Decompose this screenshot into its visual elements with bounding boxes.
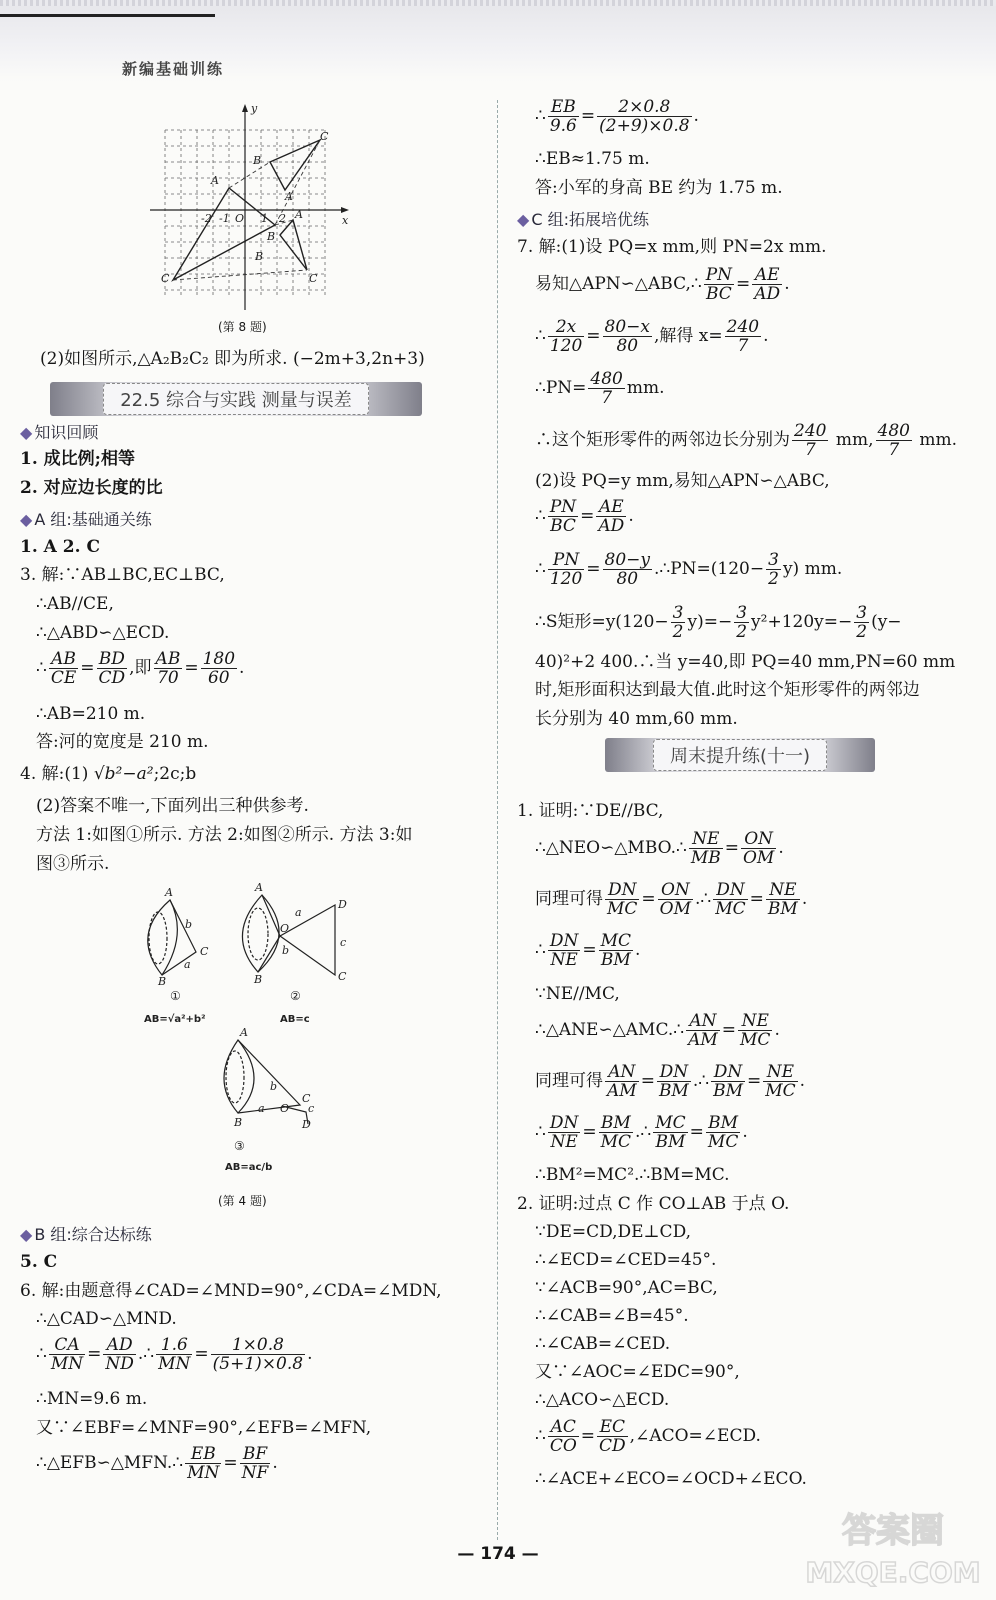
answer-line: 答:河的宽度是 210 m. bbox=[36, 732, 209, 752]
svg-text:答案圈: 答案圈 bbox=[842, 1511, 944, 1551]
graph-point-a1: A bbox=[285, 190, 293, 203]
page-number: — 174 — bbox=[457, 1544, 539, 1564]
column-divider bbox=[497, 100, 498, 1540]
graph-point-c2: C bbox=[161, 272, 170, 285]
answer-line: ∴∠ACE+∠ECO=∠OCD+∠ECO. bbox=[535, 1469, 807, 1489]
svg-text:O: O bbox=[280, 1102, 290, 1115]
svg-text:AB=ac/b: AB=ac/b bbox=[225, 1162, 273, 1173]
svg-text:C: C bbox=[338, 970, 347, 983]
fraction-line: 同理可得 $\frac{DN}{MC}$ = $\frac{ON}{OM}$ .∴ $\frac{DN}{MC}$ = $\frac{NE}{BM}$ . bbox=[535, 880, 808, 919]
watermark-logo bbox=[798, 1500, 988, 1590]
answer-line: ∴△ACO∽△ECD. bbox=[535, 1390, 670, 1410]
answer-line: ∴△ABD∽△ECD. bbox=[36, 623, 170, 643]
fraction-line: 同理可得 $\frac{AN}{AM}$ = $\frac{DN}{BM}$ .∴ $\frac{DN}{BM}$ = $\frac{NE}{MC}$ . bbox=[535, 1062, 806, 1101]
answer-line: 又∵∠AOC=∠EDC=90°, bbox=[535, 1362, 740, 1382]
svg-text:b: b bbox=[185, 918, 193, 931]
svg-text:c: c bbox=[340, 936, 347, 949]
fraction-line: ∴ $\frac{PN}{BC}$ = $\frac{AE}{AD}$ . bbox=[535, 497, 634, 536]
fraction-line: ∴S矩形=y(120− $\frac{3}{2}$ y)=− $\frac{3}{2}$ y²+120y=− $\frac{3}{2}$ (y− bbox=[535, 603, 902, 642]
svg-text:a: a bbox=[295, 906, 302, 919]
graph-point-c1: C bbox=[320, 130, 329, 143]
svg-text:D: D bbox=[338, 898, 347, 911]
section-group-b: ◆ B 组:综合达标练 bbox=[20, 1225, 152, 1244]
diamond-icon: ◆ bbox=[20, 423, 33, 442]
graph-tick-neg1: -1 bbox=[219, 212, 230, 225]
answer-line: 4. 解:(1) √b²−a²;2c;b bbox=[20, 764, 197, 784]
svg-text:B: B bbox=[234, 1116, 243, 1129]
svg-text:c: c bbox=[308, 1102, 315, 1115]
fraction-line: ∴ $\frac{PN}{120}$ = $\frac{80-y}{80}$ .∴PN=(120− $\frac{3}{2}$ y) mm. bbox=[535, 550, 843, 589]
fraction-line: ∴ $\frac{DN}{NE}$ = $\frac{MC}{BM}$ . bbox=[535, 931, 641, 970]
section-review: ◆ 知识回顾 bbox=[20, 423, 99, 442]
graph-point-b2: B bbox=[255, 250, 264, 263]
svg-text:A: A bbox=[255, 881, 263, 894]
answer-line: ∴BM²=MC².∴BM=MC. bbox=[535, 1165, 730, 1185]
answer-line: 方法 1:如图①所示. 方法 2:如图②所示. 方法 3:如 bbox=[36, 825, 413, 845]
answer-line: 3. 解:∵AB⊥BC,EC⊥BC, bbox=[20, 565, 225, 585]
answer-line: ∴∠CAB=∠CED. bbox=[535, 1334, 671, 1354]
answer-line: 2. 证明:过点 C 作 CO⊥AB 于点 O. bbox=[517, 1194, 790, 1214]
svg-text:MXQE.COM: MXQE.COM bbox=[805, 1556, 981, 1589]
graph-origin: O bbox=[235, 212, 245, 225]
answer-line: 1. A 2. C bbox=[20, 537, 100, 557]
svg-text:D: D bbox=[302, 1118, 311, 1131]
graph-point-a2: A bbox=[211, 174, 219, 187]
answer-line: 图③所示. bbox=[36, 854, 110, 874]
svg-text:①: ① bbox=[170, 989, 181, 1003]
coordinate-graph bbox=[145, 100, 355, 315]
svg-text:C: C bbox=[302, 1092, 311, 1105]
answer-line: 1. 成比例;相等 bbox=[20, 449, 135, 469]
fraction-line: ∴ $\frac{2x}{120}$ = $\frac{80-x}{80}$ ,解得 x= $\frac{240}{7}$ . bbox=[535, 317, 769, 356]
answer-line: 答:小军的身高 BE 约为 1.75 m. bbox=[535, 178, 783, 198]
answer-line: ∴AB//CE, bbox=[36, 594, 114, 614]
svg-text:③: ③ bbox=[234, 1139, 245, 1153]
fraction-line: ∴ $\frac{AB}{CE}$ = $\frac{BD}{CD}$ ,即 $\frac{AB}{70}$ = $\frac{180}{60}$ . bbox=[36, 649, 245, 688]
fraction-line: ∴△ANE∽△AMC.∴ $\frac{AN}{AM}$ = $\frac{NE}{MC}$ . bbox=[535, 1011, 780, 1050]
answer-line: ∵∠ACB=90°,AC=BC, bbox=[535, 1278, 718, 1298]
svg-text:b: b bbox=[282, 944, 290, 957]
svg-text:A: A bbox=[165, 886, 173, 899]
answer-line: ∵NE//MC, bbox=[535, 984, 620, 1004]
graph-point-b: B bbox=[267, 230, 276, 243]
svg-text:AB=c: AB=c bbox=[280, 1014, 310, 1025]
svg-text:a: a bbox=[184, 958, 191, 971]
answer-line: ∴MN=9.6 m. bbox=[36, 1389, 148, 1409]
fraction-line: ∴ $\frac{AC}{CO}$ = $\frac{EC}{CD}$ ,∠ACO=∠ECD. bbox=[535, 1417, 761, 1456]
diamond-icon: ◆ bbox=[20, 1225, 33, 1244]
answer-line: ∴∠CAB=∠B=45°. bbox=[535, 1306, 689, 1326]
weekend-banner bbox=[605, 738, 875, 772]
svg-text:b: b bbox=[270, 1080, 278, 1093]
fraction-line: ∴ $\frac{CA}{MN}$ = $\frac{AD}{ND}$ .∴ $\frac{1.6}{MN}$ = $\frac{1\times 0.8}{(5+1)\times 0.8}$ . bbox=[36, 1335, 313, 1374]
graph-point-a: A bbox=[295, 208, 303, 221]
method-figures bbox=[130, 880, 380, 1210]
fraction-line: ∴PN= $\frac{480}{7}$ mm. bbox=[535, 369, 665, 408]
header-rule bbox=[0, 14, 215, 17]
svg-text:C: C bbox=[200, 945, 209, 958]
svg-text:②: ② bbox=[290, 989, 301, 1003]
answer-line: ∵DE=CD,DE⊥CD, bbox=[535, 1222, 691, 1242]
answer-line: 6. 解:由题意得∠CAD=∠MND=90°,∠CDA=∠MDN, bbox=[20, 1281, 442, 1301]
header-title: 新编基础训练 bbox=[122, 60, 225, 78]
graph-y-label: y bbox=[251, 102, 258, 115]
answer-line: 时,矩形面积达到最大值.此时这个矩形零件的两邻边 bbox=[535, 680, 920, 700]
graph-point-b1: B bbox=[253, 154, 262, 167]
fraction-line: ∴这个矩形零件的两邻边长分别为 $\frac{240}{7}$ mm, $\frac{480}{7}$ mm. bbox=[535, 421, 958, 460]
fraction-line: ∴ $\frac{DN}{NE}$ = $\frac{BM}{MC}$ .∴ $\frac{MC}{BM}$ = $\frac{BM}{MC}$ . bbox=[535, 1113, 748, 1152]
answer-line: 2. 对应边长度的比 bbox=[20, 478, 163, 498]
fraction-line: ∴△EFB∽△MFN.∴ $\frac{EB}{MN}$ = $\frac{BF}{NF}$ . bbox=[36, 1444, 278, 1483]
graph-point-c: C bbox=[309, 272, 318, 285]
svg-text:B: B bbox=[254, 973, 263, 986]
fraction-line: ∴ $\frac{EB}{9.6}$ = $\frac{2\times 0.8}{(2+9)\times 0.8}$ . bbox=[535, 97, 699, 136]
answer-line: ∴AB=210 m. bbox=[36, 704, 146, 724]
graph-caption: (第 8 题) bbox=[218, 320, 267, 334]
svg-text:A: A bbox=[240, 1026, 248, 1039]
diamond-icon: ◆ bbox=[517, 210, 530, 229]
fraction-line: 易知△APN∽△ABC,∴ $\frac{PN}{BC}$ = $\frac{AE}{AD}$ . bbox=[535, 265, 790, 304]
answer-line: (2)设 PQ=y mm,易知△APN∽△ABC, bbox=[535, 471, 830, 491]
graph-tick-1: 1 bbox=[261, 212, 268, 225]
svg-text:B: B bbox=[158, 975, 167, 988]
answer-line: ∴EB≈1.75 m. bbox=[535, 149, 650, 169]
answer-line: 5. C bbox=[20, 1252, 58, 1272]
answer-line: 又∵∠EBF=∠MNF=90°,∠EFB=∠MFN, bbox=[36, 1418, 372, 1438]
fraction-line: ∴△NEO∽△MBO.∴ $\frac{NE}{MB}$ = $\frac{ON}{OM}$ . bbox=[535, 829, 784, 868]
section-group-c: ◆ C 组:拓展培优练 bbox=[517, 210, 649, 229]
answer-8-2: (2)如图所示,△A₂B₂C₂ 即为所求. (−2m+3,2n+3) bbox=[40, 349, 425, 369]
answer-line: 40)²+2 400.∴当 y=40,即 PQ=40 mm,PN=60 mm bbox=[535, 652, 956, 672]
section-banner-title: 22.5 综合与实践 测量与误差 bbox=[103, 383, 369, 415]
figure-4-caption: (第 4 题) bbox=[218, 1194, 267, 1208]
answer-line: 1. 证明:∵DE//BC, bbox=[517, 801, 664, 821]
section-group-a: ◆ A 组:基础通关练 bbox=[20, 510, 152, 529]
section-banner bbox=[50, 382, 422, 416]
answer-line: ∴∠ECD=∠CED=45°. bbox=[535, 1250, 717, 1270]
svg-text:a: a bbox=[258, 1102, 265, 1115]
graph-x-label: x bbox=[342, 214, 349, 227]
diamond-icon: ◆ bbox=[20, 510, 33, 529]
answer-line: 长分别为 40 mm,60 mm. bbox=[535, 709, 738, 729]
svg-text:O: O bbox=[280, 922, 290, 935]
graph-tick-2: 2 bbox=[279, 212, 286, 225]
svg-text:AB=√a²+b²: AB=√a²+b² bbox=[144, 1014, 206, 1025]
answer-line: (2)答案不唯一,下面列出三种供参考. bbox=[36, 796, 309, 816]
answer-line: 7. 解:(1)设 PQ=x mm,则 PN=2x mm. bbox=[517, 237, 827, 257]
answer-line: ∴△CAD∽△MND. bbox=[36, 1309, 177, 1329]
weekend-banner-title: 周末提升练(十一) bbox=[653, 739, 827, 771]
graph-tick-neg2: -2 bbox=[201, 212, 212, 225]
